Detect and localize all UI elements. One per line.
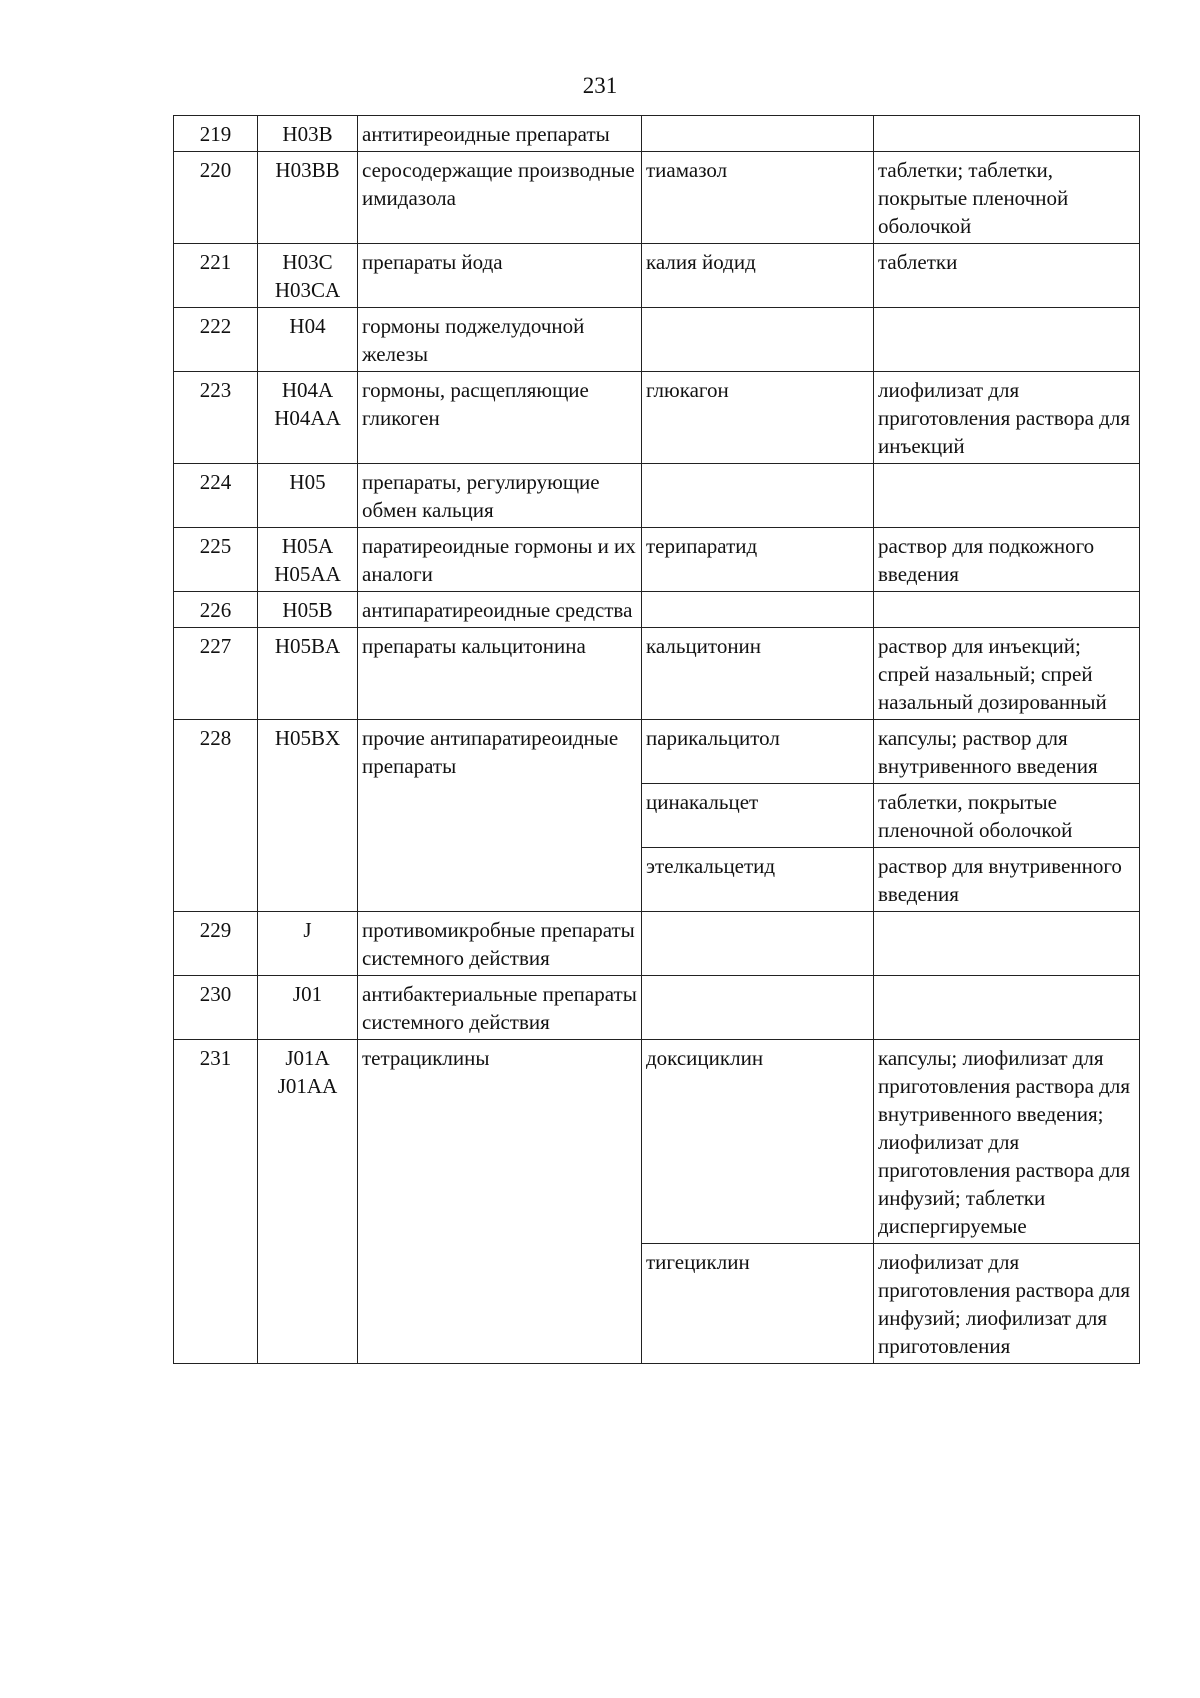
atc-code: H04AA [274, 406, 341, 430]
drug-name: глюкагон [642, 372, 874, 464]
row-number: 229 [174, 912, 258, 976]
group-name: препараты йода [358, 244, 642, 308]
row-number: 228 [174, 720, 258, 912]
drug-name: тигециклин [642, 1244, 874, 1364]
atc-code: H05A [281, 534, 334, 558]
drug-name: этелкальцетид [642, 848, 874, 912]
atc-code: H04 [289, 314, 326, 338]
dosage-form: таблетки [874, 244, 1140, 308]
atc-code-cell [258, 116, 358, 152]
atc-code-cell [258, 628, 358, 720]
drug-name: калия йодид [642, 244, 874, 308]
dosage-form: раствор для подкожного введения [874, 528, 1140, 592]
group-name: гормоны, расщепляющие гликоген [358, 372, 642, 464]
atc-code: J01 [292, 982, 323, 1006]
drug-name: терипаратид [642, 528, 874, 592]
table-row [174, 372, 1140, 464]
dosage-form: лиофилизат для приготовления раствора для инъекций [874, 372, 1140, 464]
row-number: 231 [174, 1040, 258, 1364]
drug-name: цинакальцет [642, 784, 874, 848]
atc-code: J01A [285, 1046, 330, 1070]
drug-name: доксициклин [642, 1040, 874, 1244]
dosage-form: капсулы; раствор для внутривенного введения [874, 720, 1140, 784]
atc-code-cell [258, 152, 358, 244]
atc-code-cell [258, 308, 358, 372]
atc-code-cell [258, 720, 358, 912]
group-name: прочие антипаратиреоидные препараты [358, 720, 642, 912]
atc-code-cell [258, 976, 358, 1040]
drug-table [173, 115, 1140, 1364]
table-row [174, 912, 1140, 976]
dosage-form [874, 116, 1140, 152]
table-row [174, 244, 1140, 308]
table-row [174, 976, 1140, 1040]
row-number: 219 [174, 116, 258, 152]
group-name: паратиреоидные гормоны и их аналоги [358, 528, 642, 592]
dosage-form [874, 308, 1140, 372]
group-name: серосодержащие производные имидазола [358, 152, 642, 244]
atc-code-cell [258, 464, 358, 528]
group-name: препараты, регулирующие обмен кальция [358, 464, 642, 528]
dosage-form [874, 592, 1140, 628]
drug-name [642, 592, 874, 628]
atc-code: H05BA [274, 634, 341, 658]
group-name: гормоны поджелудочной железы [358, 308, 642, 372]
row-number: 227 [174, 628, 258, 720]
atc-code: H05AA [274, 562, 341, 586]
row-number: 225 [174, 528, 258, 592]
table-row [174, 592, 1140, 628]
atc-code-cell [258, 1040, 358, 1364]
atc-code-cell [258, 372, 358, 464]
drug-name [642, 308, 874, 372]
atc-code: H05 [289, 470, 326, 494]
page-number: 231 [582, 73, 618, 98]
group-name: антипаратиреоидные средства [358, 592, 642, 628]
row-number: 226 [174, 592, 258, 628]
group-name: антибактериальные препараты системного действия [358, 976, 642, 1040]
table-row [174, 628, 1140, 720]
drug-name: кальцитонин [642, 628, 874, 720]
group-name: противомикробные препараты системного действия [358, 912, 642, 976]
table-row [174, 116, 1140, 152]
table-body [174, 116, 1140, 1364]
row-number: 223 [174, 372, 258, 464]
table-row [174, 528, 1140, 592]
table-row [174, 308, 1140, 372]
dosage-form: раствор для инъекций; спрей назальный; спрей назальный дозированный [874, 628, 1140, 720]
drug-name [642, 116, 874, 152]
dosage-form [874, 976, 1140, 1040]
group-name: препараты кальцитонина [358, 628, 642, 720]
dosage-form [874, 912, 1140, 976]
atc-code-cell [258, 592, 358, 628]
atc-code: J [303, 918, 312, 942]
dosage-form: капсулы; лиофилизат для приготовления раствора для внутривенного введения; лиофилизат для приготовления раствора для инфузий; таблетки диспергируемые [874, 1040, 1140, 1244]
drug-name [642, 976, 874, 1040]
atc-code-cell [258, 244, 358, 308]
dosage-form: раствор для внутривенного введения [874, 848, 1140, 912]
table-row [174, 720, 1140, 784]
row-number: 222 [174, 308, 258, 372]
atc-code: H04A [281, 378, 334, 402]
drug-name: парикальцитол [642, 720, 874, 784]
atc-code: H03B [282, 122, 333, 146]
row-number: 221 [174, 244, 258, 308]
row-number: 224 [174, 464, 258, 528]
dosage-form: таблетки; таблетки, покрытые пленочной оболочкой [874, 152, 1140, 244]
row-number: 220 [174, 152, 258, 244]
atc-code: J01AA [277, 1074, 338, 1098]
group-name: тетрациклины [358, 1040, 642, 1364]
dosage-form [874, 464, 1140, 528]
atc-code: H03BB [275, 158, 340, 182]
atc-code: H03CA [274, 278, 341, 302]
drug-name [642, 464, 874, 528]
atc-code-cell [258, 528, 358, 592]
dosage-form: лиофилизат для приготовления раствора для инфузий; лиофилизат для приготовления [874, 1244, 1140, 1364]
table-row [174, 152, 1140, 244]
drug-name [642, 912, 874, 976]
atc-code-cell [258, 912, 358, 976]
atc-code: H05B [282, 598, 333, 622]
drug-name: тиамазол [642, 152, 874, 244]
dosage-form: таблетки, покрытые пленочной оболочкой [874, 784, 1140, 848]
row-number: 230 [174, 976, 258, 1040]
table-row [174, 1040, 1140, 1244]
table-row [174, 464, 1140, 528]
atc-code: H05BX [274, 726, 341, 750]
group-name: антитиреоидные препараты [358, 116, 642, 152]
atc-code: H03C [282, 250, 333, 274]
